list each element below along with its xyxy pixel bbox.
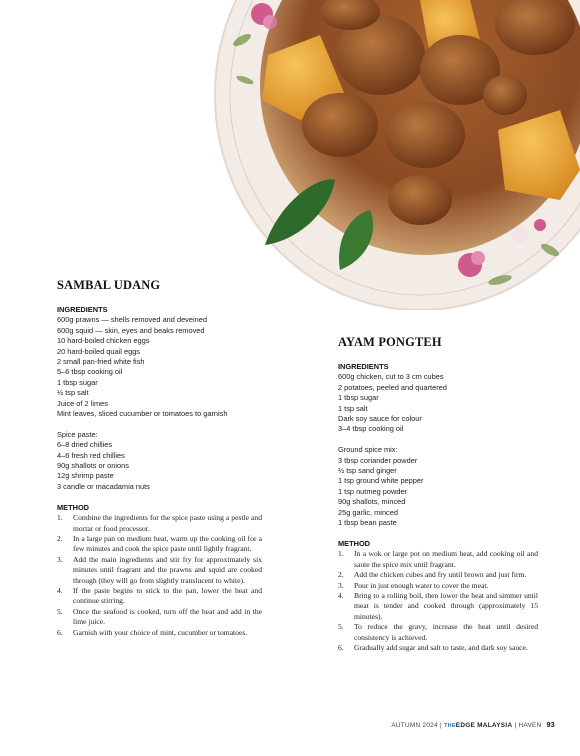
step-text: In a wok or large pot on medium heat, add cooking oil and saute the spice mix until fragrant. <box>354 549 538 569</box>
ingredient-item: 1 tbsp sugar <box>57 377 98 387</box>
section-heading: Spice paste: <box>57 429 98 439</box>
step-text: If the paste begins to stick to the pan, lower the heat and continue stirring. <box>73 585 262 606</box>
step-text: Garnish with your choice of mint, cucumber or tomatoes. <box>73 627 248 637</box>
method-step <box>57 534 262 555</box>
section-heading: INGREDIENTS <box>57 305 108 314</box>
step-number: 1. <box>338 549 344 559</box>
ingredient-item: 5–6 tbsp cooking oil <box>57 367 123 377</box>
ingredient-item: 20 hard-boiled quail eggs <box>57 346 141 356</box>
step-text: Pour in just enough water to cover the meat. <box>354 580 489 590</box>
step-number: 2. <box>57 533 63 543</box>
method-step <box>57 513 262 534</box>
ingredient-item: 25g garlic, minced <box>338 507 398 517</box>
section-heading: INGREDIENTS <box>338 362 389 371</box>
step-number: 1. <box>57 513 63 523</box>
step-number: 3. <box>57 554 63 564</box>
ingredient-item: 2 potatoes, peeled and quartered <box>338 382 447 392</box>
ingredient-item: 1 tbsp sugar <box>338 393 379 403</box>
recipe-sambal-udang <box>57 278 262 638</box>
ingredient-item: Dark soy sauce for colour <box>338 414 422 424</box>
method-step <box>338 643 538 653</box>
footer-separator: | <box>440 722 443 729</box>
step-number: 3. <box>338 580 344 590</box>
step-number: 5. <box>338 622 344 632</box>
step-text: Add the main ingredients and stir fry for approximately six minutes until fragrant and the prawns and squid are cooked through (they will go from slightly translucent to white). <box>73 554 262 585</box>
ingredient-item: 3 candle or macadamia nuts <box>57 481 150 491</box>
ingredient-item: 1 tsp ground white pepper <box>338 476 424 486</box>
recipe-title: AYAM PONGTEH <box>338 335 442 349</box>
issue-season: AUTUMN 2024 <box>391 722 438 729</box>
step-text: Bring to a rolling boil, then lower the heat and simmer until meat is tender and cooked through (approximately 15 minutes). <box>354 590 538 621</box>
ingredient-item: ½ tsp salt <box>57 388 89 398</box>
ingredient-item: Mint leaves, sliced cucumber or tomatoes to garnish <box>57 409 228 419</box>
brand-prefix: THE <box>444 723 456 729</box>
ingredient-item: 600g prawns — shells removed and deveined <box>57 315 207 325</box>
ingredient-item: 3–4 tbsp cooking oil <box>338 424 404 434</box>
step-text: Once the seafood is cooked, turn off the heat and add in the lime juice. <box>73 606 262 627</box>
ingredient-item: ½ tsp sand ginger <box>338 466 397 476</box>
step-text: Combine the ingredients for the spice paste using a pestle and mortar or food processor. <box>73 513 262 533</box>
step-number: 4. <box>338 590 344 600</box>
method-step <box>57 628 262 638</box>
method-step <box>338 549 538 570</box>
section-heading: Ground spice mix: <box>338 445 398 455</box>
page-number: 93 <box>546 722 555 729</box>
method-steps <box>57 513 262 638</box>
method-steps <box>338 549 538 653</box>
page-footer <box>391 722 555 729</box>
method-heading: METHOD <box>57 502 90 512</box>
method-step <box>338 622 538 643</box>
method-step <box>338 570 538 580</box>
ingredient-item: 6–8 dried chillies <box>57 440 113 450</box>
ingredient-item: 3 tbsp coriander powder <box>338 455 418 465</box>
ingredient-item: 90g shallots, minced <box>338 497 406 507</box>
method-step <box>57 555 262 586</box>
step-number: 6. <box>338 642 344 652</box>
step-number: 4. <box>57 585 63 595</box>
ingredient-item: 10 hard-boiled chicken eggs <box>57 336 150 346</box>
dish-photo <box>0 0 580 310</box>
ingredient-item: Juice of 2 limes <box>57 398 108 408</box>
ingredient-item: 4–6 fresh red chillies <box>57 450 125 460</box>
brand-suffix: MALAYSIA <box>477 722 513 729</box>
step-text: In a large pan on medium heat, warm up the cooking oil for a few minutes and cook the spice paste until lightly fragrant. <box>73 533 262 554</box>
step-number: 5. <box>57 606 63 616</box>
step-number: 6. <box>57 627 63 637</box>
step-text: Gradually add sugar and salt to taste, and dark soy sauce. <box>354 642 528 652</box>
ingredient-item: 600g chicken, cut to 3 cm cubes <box>338 372 444 382</box>
footer-separator: | <box>514 722 517 729</box>
ingredient-item: 90g shallots or onions <box>57 461 129 471</box>
recipe-title: SAMBAL UDANG <box>57 278 161 292</box>
method-heading: METHOD <box>338 538 371 548</box>
ingredient-item: 1 tsp nutmeg powder <box>338 486 408 496</box>
step-number: 2. <box>338 570 344 580</box>
ingredient-item: 1 tbsp bean paste <box>338 518 397 528</box>
recipe-ayam-pongteh <box>338 335 538 653</box>
method-step <box>338 591 538 622</box>
method-step <box>338 581 538 591</box>
method-step <box>57 586 262 607</box>
step-text: To reduce the gravy, increase the heat until desired consistency is achieved. <box>354 622 538 642</box>
ingredient-item: 12g shrimp paste <box>57 471 114 481</box>
method-step <box>57 607 262 628</box>
step-text: Add the chicken cubes and fry until brown and just firm. <box>354 570 527 580</box>
section-name: HAVEN <box>518 722 542 729</box>
ingredient-item: 2 small pan-fried white fish <box>57 357 145 367</box>
ingredient-item: 1 tsp salt <box>338 403 368 413</box>
ingredient-item: 600g squid — skin, eyes and beaks removed <box>57 325 205 335</box>
brand-name: EDGE <box>455 722 476 729</box>
